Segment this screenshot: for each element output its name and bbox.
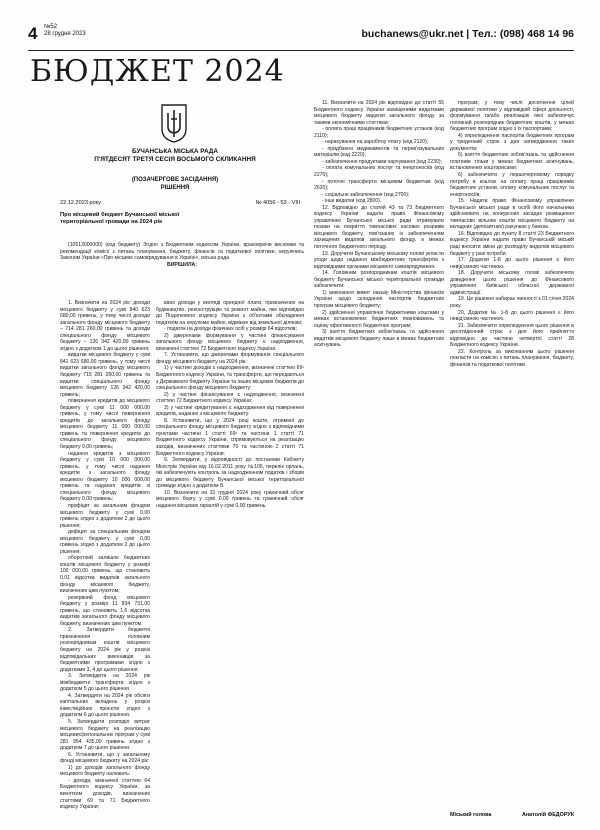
paragraph: - доходи, визначені статтею 64 Бюджетного кодексу України, за винятком доходів, визначених статтями 69 та 71 Бюджетного кодексу України;: [60, 777, 150, 811]
decision-dateline: [60, 200, 300, 206]
paragraph: 1) у частині доходів є надходження, визначені статтею 69¹ Бюджетного кодексу України, та трансферти, що передаються з Державного бюджету України та інших місцевих бюджетів до спеціального фонду місцевого бюджету;: [156, 365, 304, 392]
paragraph: 18. Доручити міському голові забезпечити доведення цього рішення до Фінансового управління Київської обласної державної адміністрації.: [450, 270, 574, 296]
paragraph: 15. Надати право Фінансовому управлінню Бучанської міської ради в особі його начальника здійснювати на конкурсних засадах розміщення тимчасово вільних коштів місцевого бюджету на вкладних (депозитних) рахунках у банках.: [450, 198, 574, 231]
document-type: РІШЕННЯ: [160, 184, 190, 191]
paragraph: 7. Установити, що джерелами формування спеціального фонду місцевого бюджету на 2024 рік:: [156, 352, 304, 365]
council-name: БУЧАНСЬКА МІСЬКА РАДА: [132, 148, 218, 155]
decision-number: № 4056 - 53 - VIII: [255, 200, 300, 206]
text-column-3: [314, 100, 444, 822]
paragraph: 4) оприлюднення паспортів бюджетних програм у триденний строк з дня затвердження таких документів;: [450, 132, 574, 152]
paragraph: профіцит за загальним фондом місцевого бюджету у сумі 0,00 гривень згідно з додатком 2 до цього рішення;: [60, 502, 150, 529]
paragraph: 2) джерелами формування у частині фінансування загального фонду місцевого бюджету є надходження, визначені статтею 72 Бюджетного кодексу України.: [156, 332, 304, 352]
paragraph: 2) здійснення управління бюджетними коштами у межах встановлених бюджетних повноважень та оцінку ефективності бюджетних програм;: [314, 309, 444, 329]
paragraph: 12. Відповідно до статей 43 та 73 Бюджетного кодексу України надати право Фінансовому управлінню Бучанської міської ради отримувати позики на покриття тимчасових касових розривів місцевого бюджету, пов'язаних із забезпеченням захищених видатків загального фонду, в межах поточного бюджетного періоду.: [314, 204, 444, 251]
paragraph: 3. Затвердити на 2024 рік міжбюджетні трансферти згідно з додатком 5 до цього рішення.: [60, 673, 150, 693]
paragraph: 2) у частині фінансування є надходження, визначені статтею 72 Бюджетного кодексу України;: [156, 391, 304, 405]
signature-line: [450, 812, 574, 818]
paragraph: 21. Забезпечити оприлюднення цього рішення в десятиденний строк з дня його прийняття відповідно до частини четвертої статті 28 Бюджетного кодексу України.: [450, 322, 574, 349]
paragraph: 19. Це рішення набирає чинності з 01 січня 2024 року.: [450, 296, 574, 309]
page-number: 4: [28, 24, 38, 43]
decision-header: [75, 177, 275, 192]
decision-intro: [60, 232, 304, 298]
paragraph: - оплата праці працівників бюджетних установ (код 2110);: [314, 126, 444, 139]
paragraph: 17. Додатки 1-8 до цього рішення є його невід'ємною частиною.: [450, 257, 574, 270]
text-column-2: [156, 300, 304, 822]
paragraph: 6) забезпечити у першочерговому порядку потребу в коштах на оплату праці працівників бюджетних установ, оплату комунальних послуг та енергоносіїв.: [450, 172, 574, 198]
paragraph: - забезпечення продуктами харчування (код 2230);: [322, 158, 442, 165]
paragraph: 14. Головним розпорядникам коштів місцевого бюджету Бучанської міської територіальної громади забезпечити:: [314, 270, 444, 290]
paragraph: - соціальне забезпечення (код 2700);: [322, 191, 410, 198]
paragraph: 10. Визначити на 31 грудня 2024 року граничний обсяг місцевого боргу у сумі 0,00 гривень та граничний обсяг надання місцевих гарантій у сумі 0,00 гривень.: [156, 489, 304, 509]
intro-text: (10513000000) (код бюджету) Згідно з Бюджетним кодексом України, враховуючи висновки та рекомендації комісії з питань планування, бюджету, фінансів та податкової політики, керуючись Законом України «Про місцеве самоврядування в Україні», міська рада: [60, 242, 304, 262]
paragraph: 6. Установити, що у загальному фонді місцевого бюджету на 2024 рік:: [60, 751, 150, 765]
paragraph: 20. Додатки № 1-8 до цього рішення є його невід'ємною частиною.: [450, 309, 574, 323]
session-name: П'ЯТДЕСЯТ ТРЕТЯ СЕСІЯ ВОСЬМОГО СКЛИКАННЯ: [94, 156, 256, 163]
text-column-1: [60, 300, 150, 820]
issue-number: №52: [44, 24, 58, 30]
trident-emblem-icon: [159, 103, 189, 143]
page-title: БЮДЖЕТ 2024: [30, 54, 285, 89]
paragraph: програм, у тому числі досягнення цілей державної політики у відповідній сфері діяльності, формування та/або реалізацію якої забезпечує головний розпорядник бюджетних коштів, у межах бюджетних програм згідно з їх паспортами;: [450, 100, 574, 133]
paragraph: 22. Контроль за виконанням цього рішення покласти на комісію з питань планування, бюджету, фінансів та податкової політики.: [450, 348, 574, 368]
paragraph: 13. Доручити Бучанському міському голові укласти угоди щодо надання міжбюджетних трансфертів з відповідними органами місцевого самоврядування.: [314, 250, 444, 270]
paragraph: повернення кредитів до місцевого бюджету у сумі 11 000 000,00 гривень, у тому числі повернення кредитів до загального фонду місцевого бюджету 11 000 000,00 гривень та повернення кредитів до спеціального фонду місцевого бюджету 0,00 гривень;: [60, 398, 150, 451]
paragraph: 4. Затвердити на 2024 рік обсяги капітальних вкладень у розрізі інвестиційних проєктів згідно з додатком 6 до цього рішення.: [60, 692, 150, 719]
paragraph: 3) взяття бюджетних зобов'язань та здійснення видатків місцевого бюджету лише в межах бюджетних асигнувань.: [314, 329, 444, 349]
page-header: [28, 22, 574, 51]
council-header: [75, 148, 275, 164]
paragraph: 1) до доходів загального фонду місцевого бюджету належать:: [60, 764, 150, 778]
paragraph: вано доходи у вигляді орендної плати, призначених на будівництво, реконструкцію та ремонт майна, яке відповідно до Податкового кодексу України є об'єктами обкладення податком на нерухоме майно, відмінне від земельної ділянки;: [156, 300, 304, 326]
contact-info: buchanews@ukr.net | Тел.: (098) 468 14 96: [361, 28, 574, 40]
paragraph: - нарахування на заробітну плату (код 2120);: [322, 139, 429, 146]
decision-subject: Про місцевий бюджет Бучанської міської територіальної громади на 2024 рік: [60, 212, 180, 225]
paragraph: 5. Затвердити розподіл витрат місцевого бюджету на реалізацію місцевих/регіональних програм у сумі 281 954 435,00 гривень згідно з додатком 7 до цього рішення.: [60, 719, 150, 752]
paragraph: надання кредитів з місцевого бюджету у сумі 10 000 000,00 гривень, у тому числі надання кредитів з загального фонду місцевого бюджету 10 000 000,00 гривень та надання кредитів зі спеціального фонду місцевого бюджету 0,00 гривень;: [60, 450, 150, 503]
paragraph: 8. Установити, що у 2024 році кошти, отримані до спеціального фонду місцевого бюджету згідно з відповідними пунктами частини 1 статті 69¹ та частини 1 статті 71 Бюджетного кодексу України, спрямовуються на реалізацію заходів, визначених статтями 70 та частиною 2 статті 71 Бюджетного кодексу України.: [156, 417, 304, 457]
decided-label: ВИРІШИЛА:: [167, 261, 197, 268]
paragraph: 11. Визначити на 2024 рік відповідно до статті 55 Бюджетного кодексу України захищеними видатками місцевого бюджету видатки загального фонду за такими економічними статтями:: [314, 100, 444, 126]
signatory-role: Міський голова: [450, 812, 492, 818]
paragraph: 5) взяття бюджетних зобов'язань та здійснення платежів тільки у межах бюджетних асигнувань, встановлених кошторисами;: [450, 152, 574, 172]
paragraph: - інші видатки (код 2800).: [322, 198, 382, 205]
paragraph: - податок на доходи фізичних осіб у розмірі 64 відсотків;: [164, 326, 297, 333]
paragraph: 1) виконання вимог наказу Міністерства фінансів України щодо складання паспортів бюджетних програм місцевого бюджету;: [314, 289, 444, 309]
paragraph: дефіцит за спеціальним фондом місцевого бюджету у сумі 0,00 гривень згідно з додатком 2 до цього рішення;: [60, 529, 150, 555]
paragraph: - оплата комунальних послуг та енергоносіїв (код 2270);: [314, 165, 444, 179]
issue-info: [44, 24, 86, 38]
text-column-4: [450, 100, 574, 822]
paragraph: 2. Затвердити бюджетні призначення головним розпорядникам коштів місцевого бюджету на 2024 рік у розрізі відповідальних виконавців за бюджетними програмами згідно з додатками 3, 4 до цього рішення.: [60, 627, 150, 673]
paragraph: - поточні трансферти місцевим бюджетам (код 2620);: [314, 178, 444, 192]
issue-date: 28 грудня 2023: [44, 31, 86, 37]
signatory-name: Анатолій ФЕДОРУК: [521, 812, 574, 818]
decision-date: 22.12.2023 року: [60, 200, 102, 206]
paragraph: оборотний залишок бюджетних коштів місцевого бюджету у розмірі 100 000,00 гривень, що становить 0,01 відсотка видатків загального фонду місцевого бюджету, визначених цим пунктом;: [60, 555, 150, 595]
paragraph: 9. Затвердити, у відповідності до постанови Кабінету Міністрів України від 16.02.2011 року №106, перелік орлань, які забезпечують контроль за надходженням податків і зборів до місцевого бюджету Бучанської міської територіальної громади згідно з додатком 8.: [156, 457, 304, 490]
paragraph: резервний фонд місцевого бюджету у розмірі 11 834 731,00 гривень, що становить 1,6 відсотка видатків загального фонду місцевого бюджету, визначених цим пунктом.: [60, 594, 150, 627]
paragraph: 16. Відповідно до пункту 8 статті 23 Бюджетного кодексу України надати право Бучанській міській раді вносити зміни до розподілу видатків місцевого бюджету у разі потреби.: [450, 230, 574, 257]
paragraph: - придбання медикаментів та перев'язувальних матеріалів (код 2220);: [314, 145, 444, 159]
meeting-type: (ПОЗАЧЕРГОВЕ ЗАСІДАННЯ): [131, 177, 219, 183]
paragraph: 1. Визначити на 2024 рік: доходи місцевого бюджету у сумі 840 623 680,00 гривень, у тому числі доходи загального фонду місцевого бюджету – 714 281 260,00 гривень та доходи спеціального фонду місцевого бюджету – 126 342 420,00 гривень згідно з додатком 1 до цього рішення;: [60, 300, 150, 352]
paragraph: видатки місцевого бюджету у сумі 841 623 680,00 гривень, у тому числі видатки загального фонду місцевого бюджету 715 281 260,00 гривень та видатки спеціального фонду місцевого бюджету 126 342 420,00 гривень;: [60, 352, 150, 398]
paragraph: 3) у частині кредитування є надходження від повернення кредитів, наданих з місцевого бюджету.: [156, 404, 304, 418]
